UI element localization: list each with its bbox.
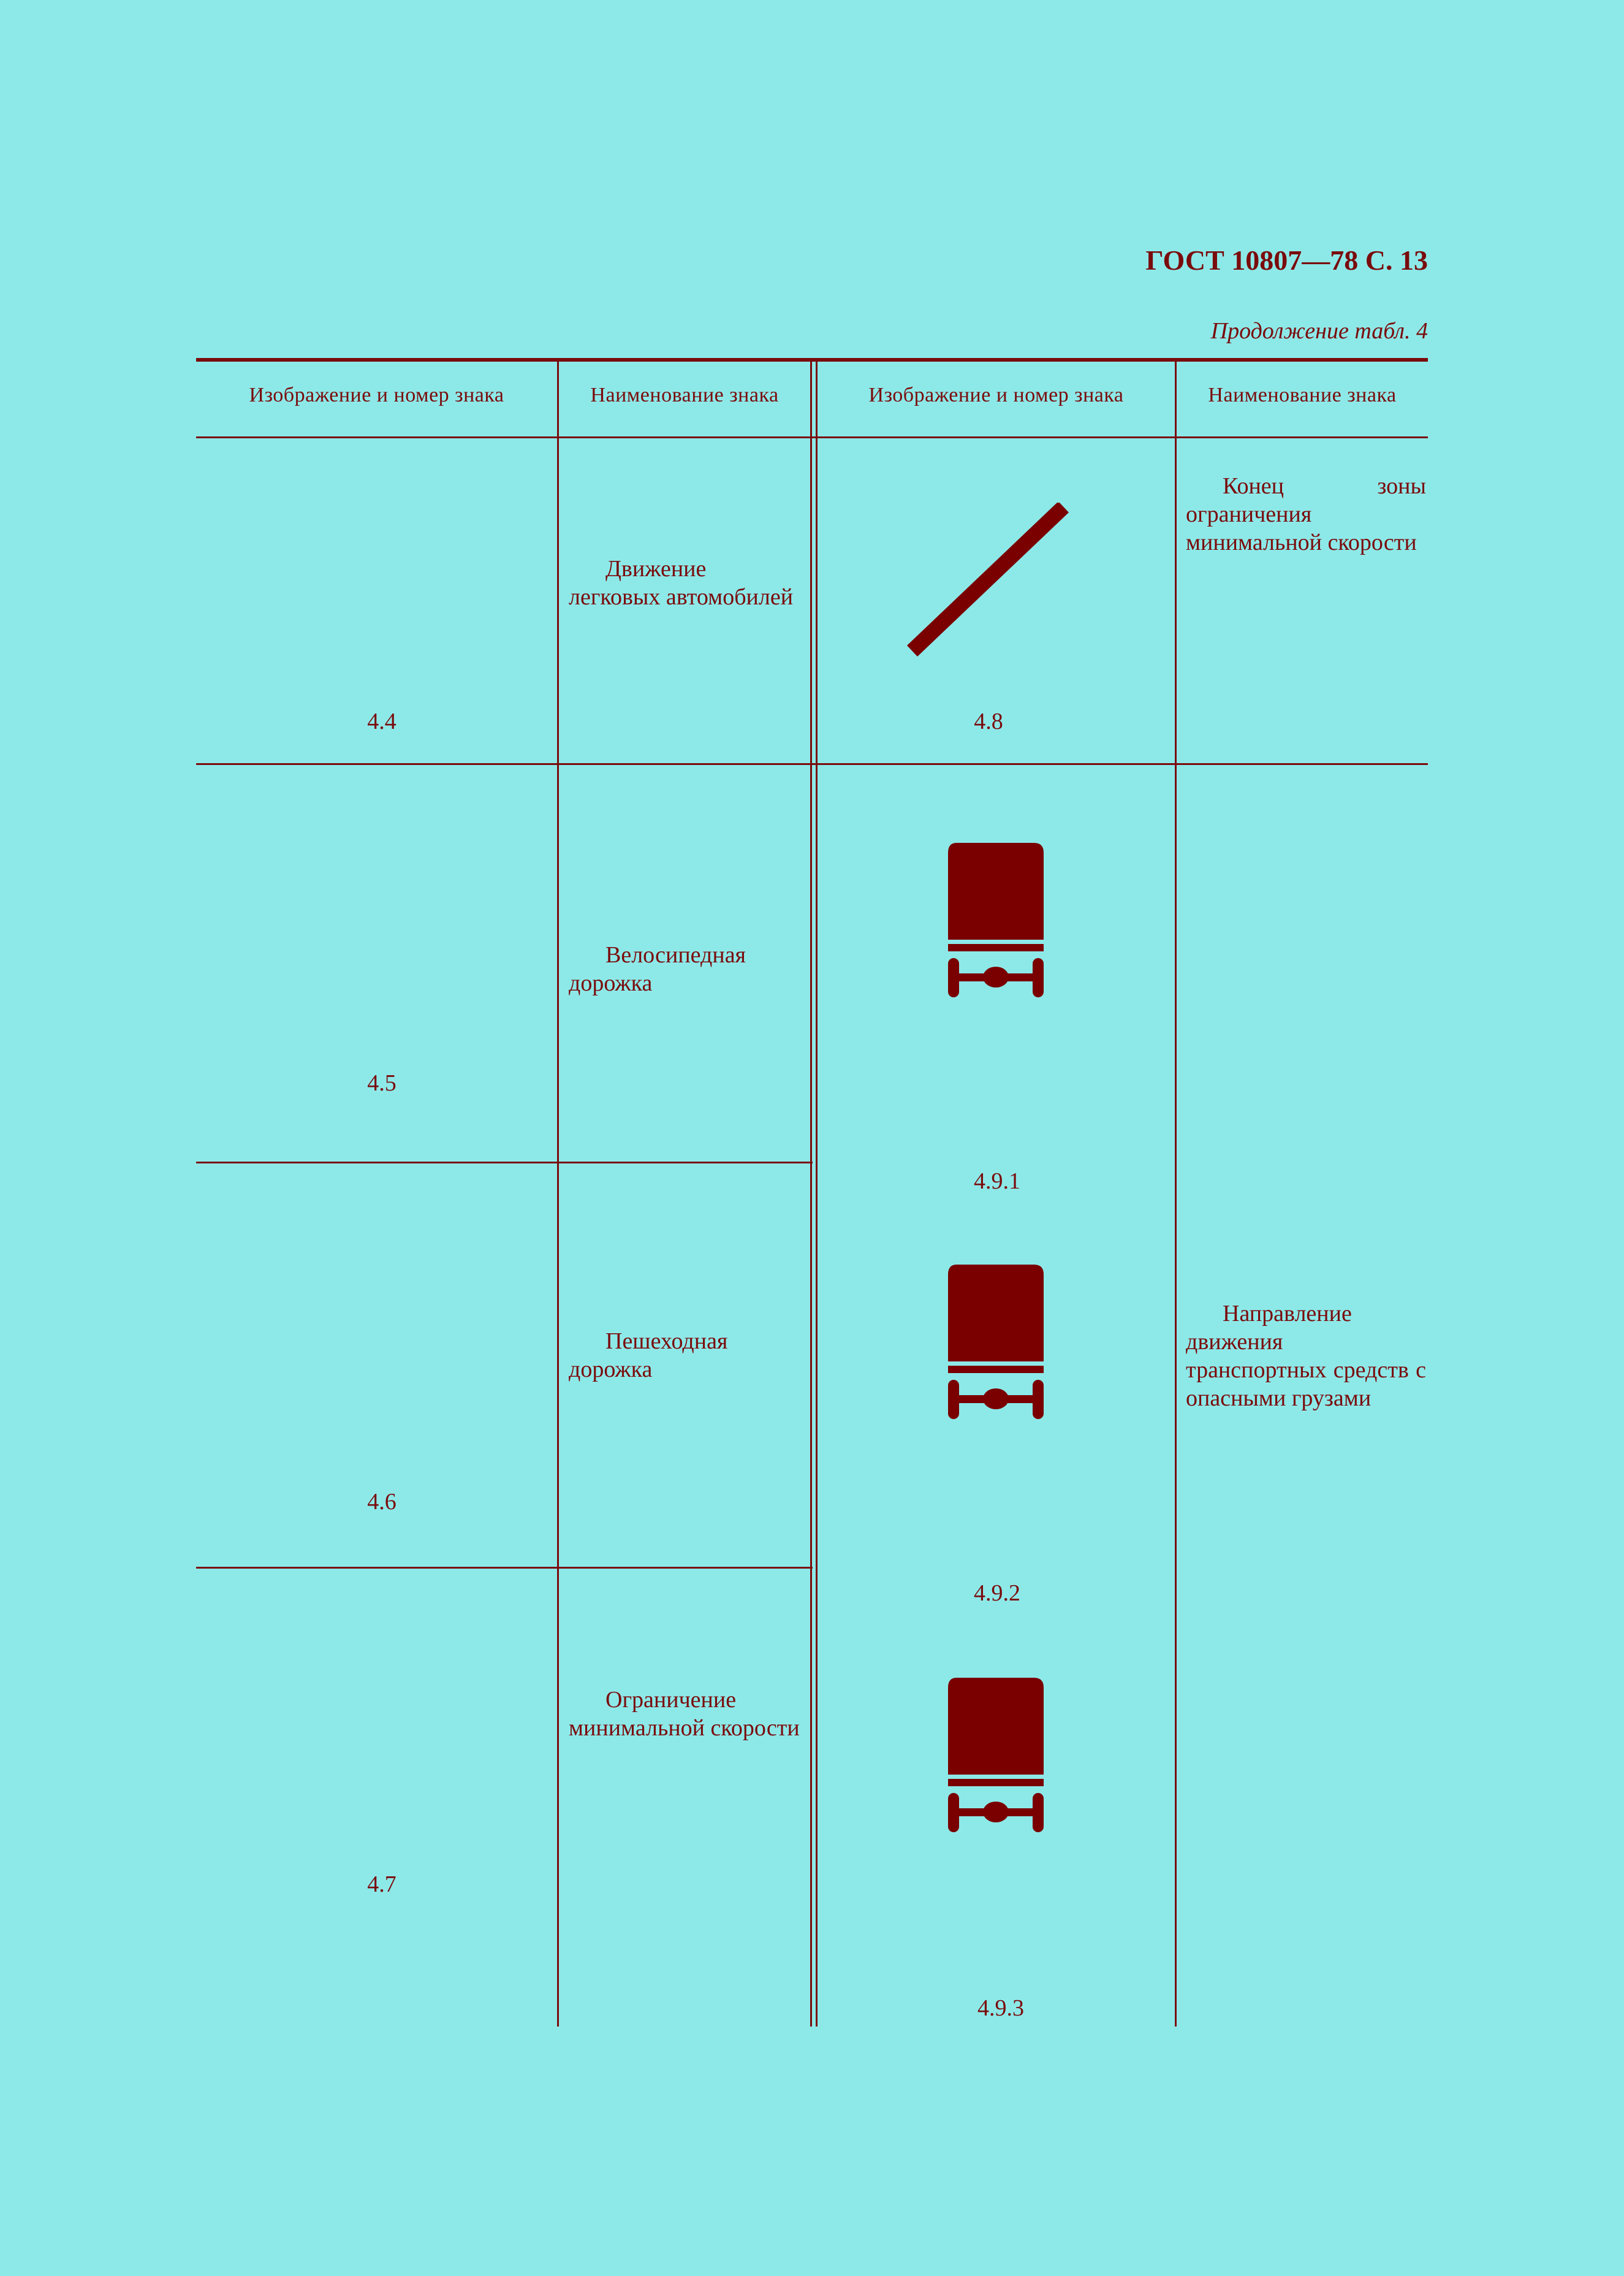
table-top-rule — [196, 358, 1428, 362]
column-header-name-2: Наименование знака — [1208, 384, 1397, 406]
table-header-rule — [196, 436, 1428, 438]
truck-front-icon — [948, 843, 1046, 997]
sign-number-4-9-1: 4.9.1 — [974, 1168, 1020, 1194]
column-divider-2b — [816, 358, 818, 2027]
sign-name-4-9: Направление движения транспортных средств с опасными грузами — [1186, 1301, 1426, 1411]
sign-number-4-7: 4.7 — [367, 1871, 397, 1897]
column-divider-2a — [810, 358, 812, 2027]
column-header-image-number-1: Изображение и номер знака — [249, 384, 504, 406]
sign-name-4-5: Велосипедная дорожка — [569, 942, 746, 996]
sign-number-4-9-3: 4.9.3 — [977, 1995, 1024, 2021]
sign-name-4-4: Движение легковых автомобилей — [569, 556, 794, 610]
sign-number-4-6: 4.6 — [367, 1489, 397, 1515]
page-header-title: ГОСТ 10807—78 С. 13 — [1145, 245, 1428, 276]
column-header-name-1: Наименование знака — [590, 384, 779, 406]
table-continuation-label: Продолжение табл. 4 — [1210, 318, 1428, 344]
truck-front-icon — [948, 1678, 1046, 1832]
truck-front-icon — [948, 1265, 1046, 1419]
sign-name-4-8: Конец зоны ограничения минимальной скорости — [1186, 473, 1426, 555]
diagonal-stripe-icon — [907, 503, 1072, 662]
row-rule-4-5 — [196, 1162, 813, 1163]
column-divider-1 — [557, 358, 559, 2027]
row-rule-4-6 — [196, 1567, 813, 1569]
column-divider-3 — [1175, 358, 1177, 2027]
row-rule-4-4 — [196, 763, 1428, 765]
column-header-image-number-2: Изображение и номер знака — [868, 384, 1124, 406]
sign-number-4-8: 4.8 — [974, 709, 1003, 734]
sign-number-4-9-2: 4.9.2 — [974, 1580, 1020, 1606]
sign-name-4-7: Ограничение минимальной скорости — [569, 1687, 800, 1741]
sign-number-4-5: 4.5 — [367, 1070, 397, 1096]
sign-number-4-4: 4.4 — [367, 709, 397, 734]
sign-name-4-6: Пешеходная дорожка — [569, 1328, 728, 1382]
